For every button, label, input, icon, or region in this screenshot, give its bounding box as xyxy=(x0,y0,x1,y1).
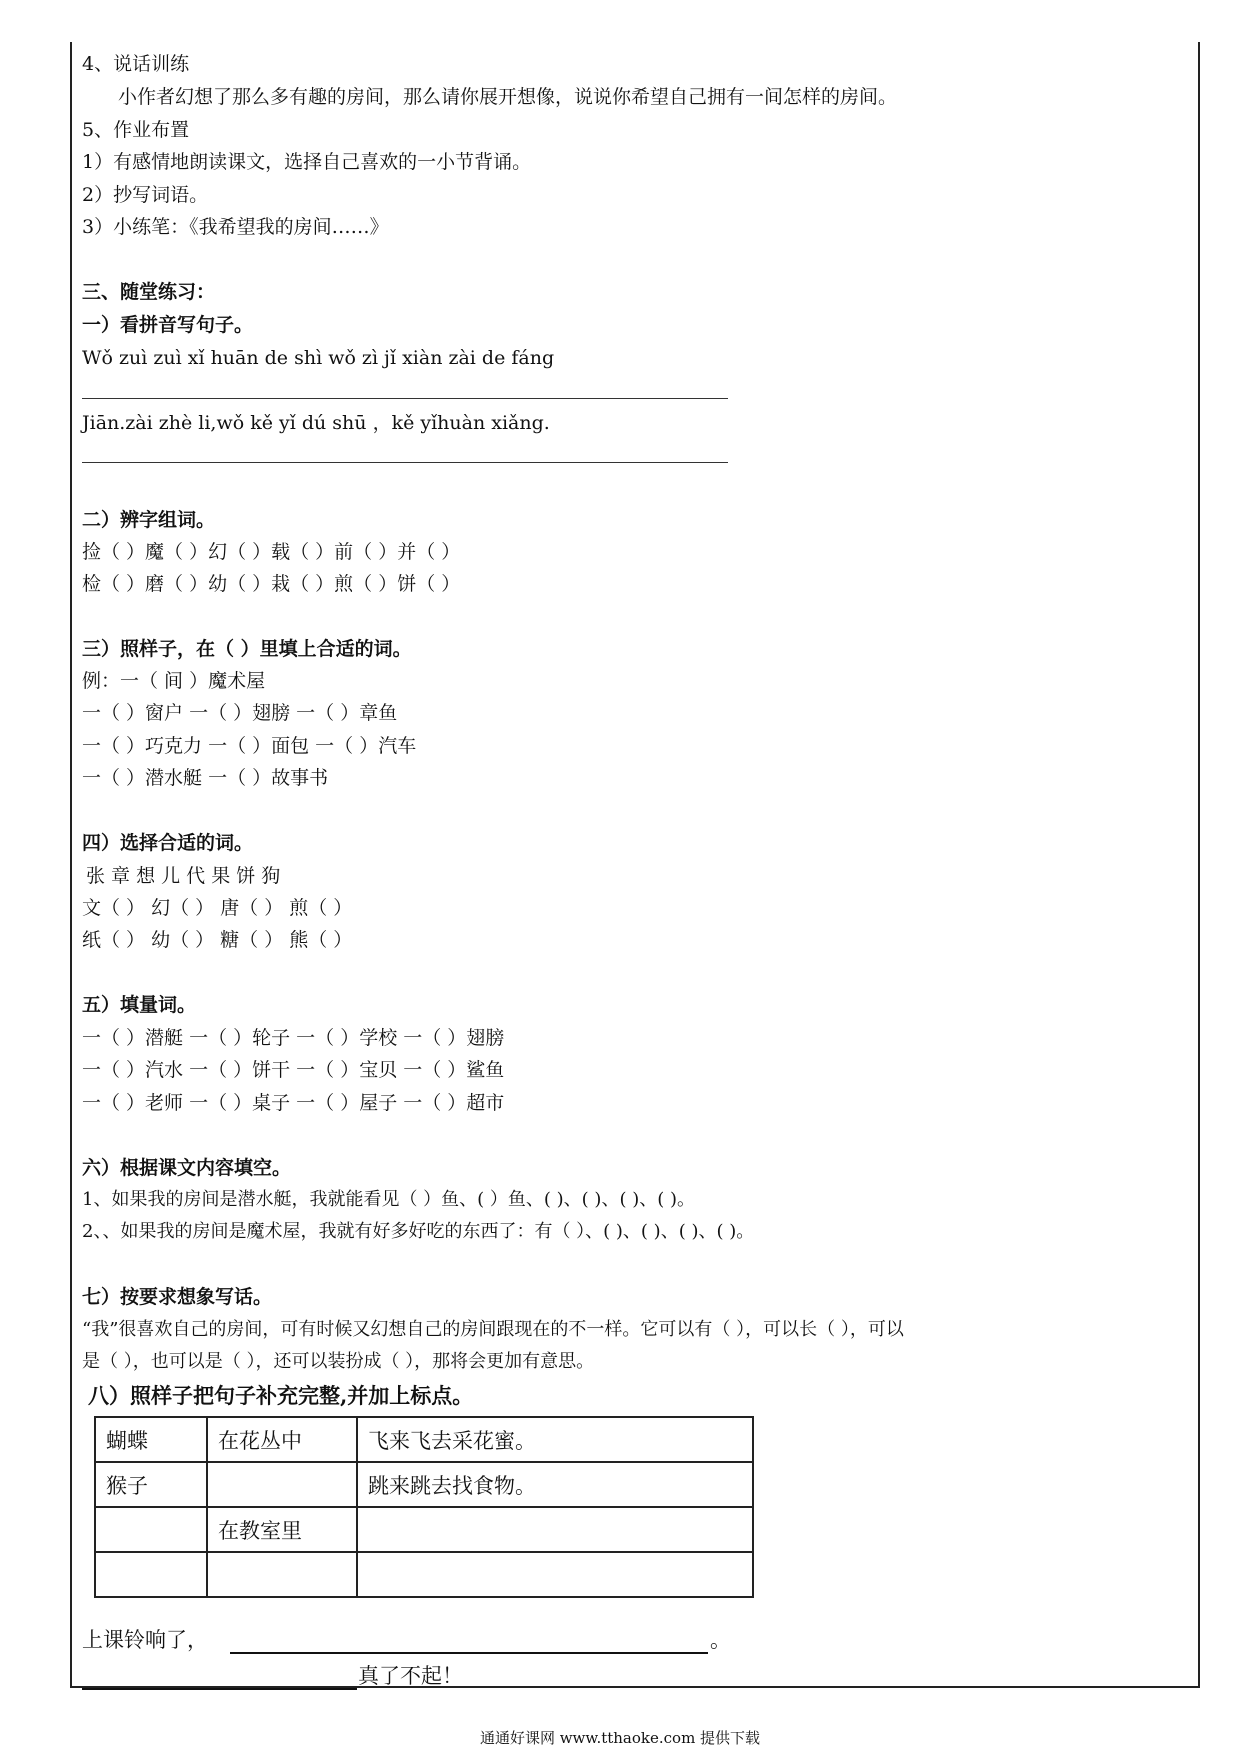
table-cell: 飞来飞去采花蜜。 xyxy=(357,1417,753,1462)
choose-row-2: 纸（ ） 幼（ ） 糖（ ） 熊（ ） xyxy=(82,929,353,951)
table-cell[interactable] xyxy=(357,1507,753,1552)
pinyin-line-1: Wǒ zuì zuì xǐ huān de shì wǒ zì jǐ xiàn zài de fáng xyxy=(82,347,555,369)
complete-title: 八）照样子把句子补充完整,并加上标点。 xyxy=(88,1383,474,1408)
page-footer: 通通好课网 www.tthaoke.com 提供下载 xyxy=(479,1729,761,1747)
measure-row-1: 一（ ）潜艇 一（ ）轮子 一（ ）学校 一（ ）翅膀 xyxy=(82,1027,505,1049)
table-cell: 跳来跳去找食物。 xyxy=(357,1462,753,1507)
pinyin-line-2: Jiān.zài zhè li,wǒ kě yǐ dú shū ，kě yǐhuàn xiǎng. xyxy=(82,412,550,434)
table-row xyxy=(95,1462,753,1507)
biazi-row-2: 检（ ）磨（ ）幼（ ）栽（ ）煎（ ）饼（ ） xyxy=(82,573,461,595)
homework-item-3: 3）小练笔：《我希望我的房间……》 xyxy=(82,216,389,238)
sentence-table xyxy=(94,1416,754,1598)
imagine-line-1: “我”很喜欢自己的房间，可有时候又幻想自己的房间跟现在的不一样。它可以有（ ），可以长（ ），可以 xyxy=(82,1319,904,1340)
table-cell: 在教室里 xyxy=(207,1507,357,1552)
fill-words-title: 三）照样子，在（ ）里填上合适的词。 xyxy=(82,638,412,660)
choose-options: 张 章 想 儿 代 果 饼 狗 xyxy=(86,865,281,887)
speaking-training-text: 小作者幻想了那么多有趣的房间，那么请你展开想像，说说你希望自己拥有一间怎样的房间。 xyxy=(118,86,898,108)
table-cell: 蝴蝶 xyxy=(95,1417,207,1462)
fill-words-row-1: 一（ ）窗户 一（ ）翅膀 一（ ）章鱼 xyxy=(82,702,398,724)
imagine-line-2: 是（ ），也可以是（ ），还可以装扮成（ ），那将会更加有意思。 xyxy=(82,1351,595,1372)
biazi-title: 二）辨字组词。 xyxy=(82,509,216,531)
measure-row-3: 一（ ）老师 一（ ）桌子 一（ ）屋子 一（ ）超市 xyxy=(82,1092,505,1114)
table-cell: 在花丛中 xyxy=(207,1417,357,1462)
table-row xyxy=(95,1417,753,1462)
amazing-sentence-answer-line[interactable] xyxy=(82,1688,357,1690)
section-title: 三、随堂练习： xyxy=(82,281,216,303)
table-cell[interactable] xyxy=(95,1552,207,1597)
measure-title: 五）填量词。 xyxy=(82,994,197,1016)
speaking-training-heading: 4、说话训练 xyxy=(82,53,190,75)
table-row xyxy=(95,1552,753,1597)
bell-sentence-suffix: 。 xyxy=(710,1628,731,1652)
table-cell[interactable] xyxy=(95,1507,207,1552)
measure-row-2: 一（ ）汽水 一（ ）饼干 一（ ）宝贝 一（ ）鲨鱼 xyxy=(82,1059,505,1081)
choose-row-1: 文（ ） 幻（ ） 唐（ ） 煎（ ） xyxy=(82,897,353,919)
text-fill-q1: 1、如果我的房间是潜水艇，我就能看见（ ）鱼、( ）鱼、( )、( )、( )、( )。 xyxy=(82,1189,695,1210)
homework-item-2: 2）抄写词语。 xyxy=(82,184,209,206)
bell-sentence-prefix: 上课铃响了， xyxy=(82,1628,208,1652)
table-cell[interactable] xyxy=(207,1462,357,1507)
table-cell[interactable] xyxy=(357,1552,753,1597)
choose-title: 四）选择合适的词。 xyxy=(82,832,254,854)
amazing-sentence-suffix: 真了不起！ xyxy=(358,1664,463,1688)
fill-words-row-3: 一（ ）潜水艇 一（ ）故事书 xyxy=(82,767,329,789)
homework-heading: 5、作业布置 xyxy=(82,119,190,141)
fill-words-row-2: 一（ ）巧克力 一（ ）面包 一（ ）汽车 xyxy=(82,735,417,757)
homework-item-1: 1）有感情地朗读课文，选择自己喜欢的一小节背诵。 xyxy=(82,151,532,173)
fill-words-example: 例：一（ 间 ）魔术屋 xyxy=(82,670,266,692)
text-fill-title: 六）根据课文内容填空。 xyxy=(82,1157,292,1179)
bell-sentence-answer-line[interactable] xyxy=(230,1652,708,1654)
pinyin-answer-line-2[interactable] xyxy=(82,462,728,463)
biazi-row-1: 捡（ ）魔（ ）幻（ ）载（ ）前（ ）并（ ） xyxy=(82,541,461,563)
pinyin-answer-line-1[interactable] xyxy=(82,398,728,399)
table-row xyxy=(95,1507,753,1552)
text-fill-q2: 2、、如果我的房间是魔术屋，我就有好多好吃的东西了：有（ ）、( )、( )、( )、( )。 xyxy=(82,1221,755,1242)
table-cell[interactable] xyxy=(207,1552,357,1597)
pinyin-title: 一）看拼音写句子。 xyxy=(82,314,254,336)
imagine-title: 七）按要求想象写话。 xyxy=(82,1286,273,1308)
table-cell: 猴子 xyxy=(95,1462,207,1507)
